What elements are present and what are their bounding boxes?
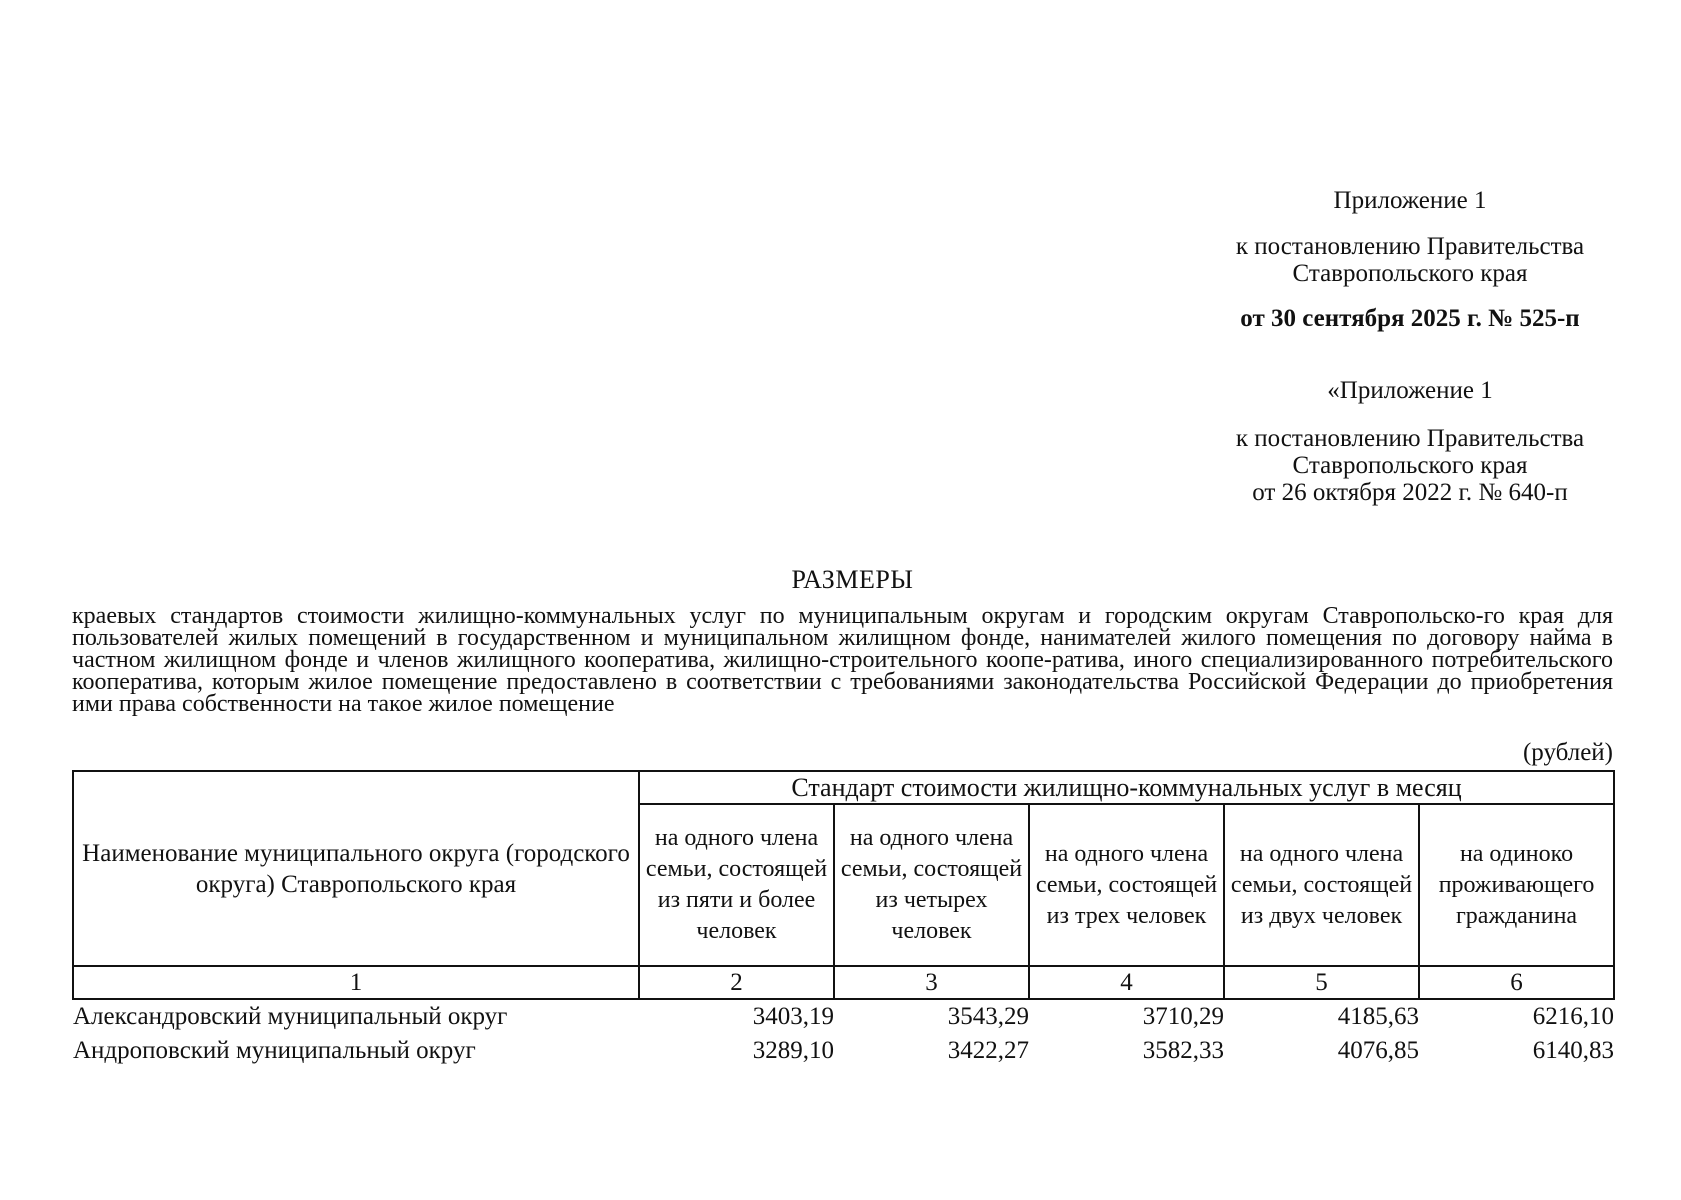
document-subtitle: краевых стандартов стоимости жилищно-коммунальных услуг по муниципальным округам и городским округам Ставропольско-го края для пользователей жилых помещений в государственном и муниципальном жилищном фонде, нанимателей жилого помещения по договору найма в частном жилищном фонде и членов жилищного кооператива, жилищно-строительного коопе-ратива, иного специализированного потребительского кооператива, которым жилое помещение предоставлено в соответствии с требованиями законодательства Российской Федерации до приобретения ими права собственности на такое жилое помещение: [72, 603, 1613, 717]
column-index: 4: [1029, 966, 1224, 999]
table-cell: 3422,27: [947, 1037, 1029, 1064]
column-header-two: на одного члена семьи, состоящей из двух человек: [1224, 804, 1419, 966]
quoted-appendix-reference-line1: к постановлению Правительства: [1235, 425, 1585, 452]
appendix-reference-line1: к постановлению Правительства: [1235, 233, 1585, 260]
appendix-reference-line2: Ставропольского края: [1292, 260, 1528, 287]
appendix-title: Приложение 1: [1333, 187, 1487, 214]
quoted-appendix-date: от 26 октября 2022 г. № 640-п: [1252, 479, 1568, 506]
column-index: 3: [834, 966, 1029, 999]
table-cell: 4185,63: [1337, 1003, 1419, 1030]
standards-table: [72, 770, 1615, 1068]
column-header-single: на одиноко проживающего гражданина: [1419, 804, 1614, 966]
table-cell: 3403,19: [752, 1003, 834, 1030]
table-row: [73, 1034, 1614, 1068]
table-cell: 3710,29: [1142, 1003, 1224, 1030]
table-cell: 3582,33: [1142, 1037, 1224, 1064]
column-index: 2: [639, 966, 834, 999]
municipality-name: Андроповский муниципальный округ: [73, 1037, 476, 1064]
column-index: 1: [73, 966, 639, 999]
quoted-appendix-reference: [1180, 425, 1640, 506]
column-index: 6: [1419, 966, 1614, 999]
table-cell: 6216,10: [1532, 1003, 1615, 1030]
quoted-appendix-title: «Приложение 1: [1327, 377, 1493, 404]
appendix-reference: [1180, 233, 1640, 287]
table-cell: 3289,10: [752, 1037, 834, 1064]
column-header-five-plus: на одного члена семьи, состоящей из пяти и более человек: [639, 804, 834, 966]
municipality-column-header: Наименование муниципального округа (городского округа) Ставропольского края: [73, 771, 639, 966]
column-header-three: на одного члена семьи, состоящей из трех человек: [1029, 804, 1224, 966]
document-title: РАЗМЕРЫ: [791, 565, 914, 594]
column-header-four: на одного члена семьи, состоящей из четырех человек: [834, 804, 1029, 966]
column-index: 5: [1224, 966, 1419, 999]
units-label: (рублей): [1522, 739, 1613, 766]
table-cell: 6140,83: [1532, 1037, 1615, 1064]
municipality-name: Александровский муниципальный округ: [73, 1003, 508, 1030]
table-cell: 4076,85: [1337, 1037, 1419, 1064]
table-row: [73, 999, 1614, 1034]
table-cell: 3543,29: [947, 1003, 1029, 1030]
quoted-appendix-reference-line2: Ставропольского края: [1292, 452, 1528, 479]
cost-standard-group-header: Стандарт стоимости жилищно-коммунальных услуг в месяц: [639, 771, 1614, 804]
appendix-date: от 30 сентября 2025 г. № 525-п: [1240, 305, 1580, 332]
